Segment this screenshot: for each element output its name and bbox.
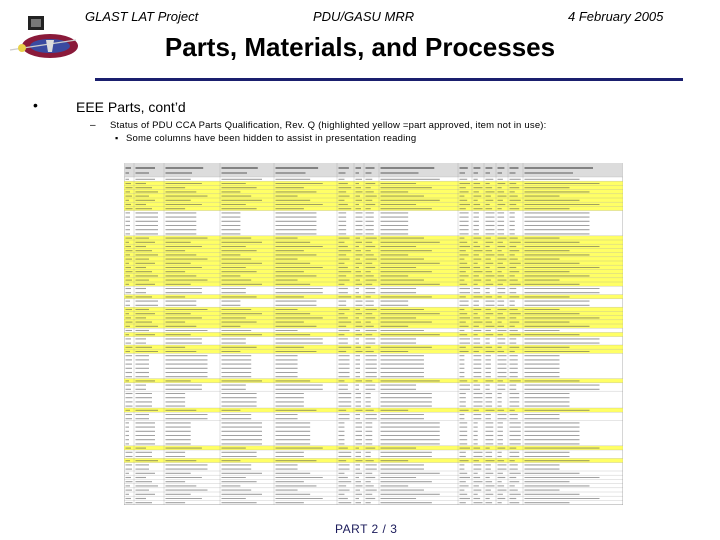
- slide-footer: PART 2 / 3: [335, 522, 398, 536]
- bullet-level2: Status of PDU CCA Parts Qualification, Rev. Q (highlighted yellow =part approved, item not in use):: [110, 120, 547, 131]
- header-review: PDU/GASU MRR: [313, 9, 415, 24]
- bullet-level3: Some columns have been hidden to assist in presentation reading: [126, 133, 417, 144]
- title-divider: [95, 78, 683, 81]
- parts-qualification-spreadsheet: [124, 163, 623, 505]
- header-project: GLAST LAT Project: [85, 9, 199, 24]
- header-date: 4 February 2005: [568, 9, 664, 24]
- bullet-dot: •: [33, 97, 38, 113]
- bullet-dash: –: [90, 120, 96, 131]
- bullet-square: ▪: [115, 133, 119, 143]
- slide-title: Parts, Materials, and Processes: [164, 32, 556, 62]
- bullet-level1: EEE Parts, cont’d: [76, 99, 186, 115]
